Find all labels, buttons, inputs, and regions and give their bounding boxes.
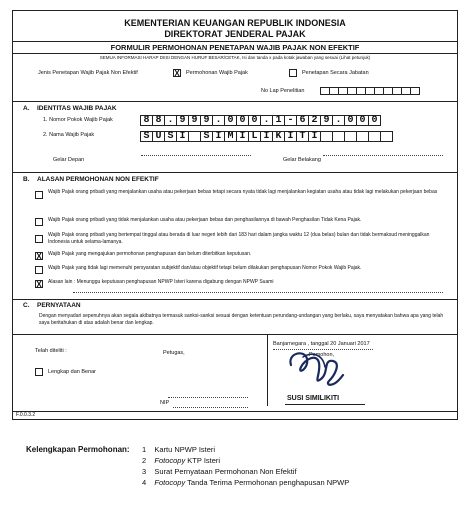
char-cell[interactable]: 8: [152, 115, 165, 126]
char-cell[interactable]: 0: [236, 115, 249, 126]
char-cell[interactable]: [380, 131, 393, 142]
applicant-name: SUSI SIMILIKITI: [287, 395, 340, 402]
char-cell[interactable]: S: [140, 131, 153, 142]
char-cell[interactable]: 0: [224, 115, 237, 126]
kelengkapan-item: [142, 457, 220, 465]
item-number: 1: [142, 445, 147, 454]
divider: [13, 41, 457, 42]
char-cell[interactable]: 0: [248, 115, 261, 126]
permohonan-checkbox[interactable]: X: [174, 69, 180, 78]
char-cell[interactable]: -: [284, 115, 297, 126]
alasan-lain-line: [73, 292, 443, 293]
kelengkapan-item: [142, 468, 297, 476]
item-text: Surat Pernyataan Permohonan Non Efektif: [154, 467, 297, 476]
form-code: F.0.0.3.2: [16, 412, 36, 418]
alasan-5-text: Wajib Pajak yang tidak lagi memenuhi persyaratan subjektif dan/atau objektif tetapi belum dilakukan penghapusan Nomor Pokok Wajib Pajak.: [48, 265, 362, 271]
alasan-1-checkbox[interactable]: [35, 191, 43, 199]
gelar-depan-label: Gelar Depan: [53, 157, 85, 163]
divider: [13, 334, 457, 335]
lengkap-label: Lengkap dan Benar: [48, 369, 97, 375]
kelengkapan-item: [142, 446, 215, 454]
divider: [13, 299, 457, 300]
char-cell[interactable]: M: [224, 131, 237, 142]
divider-vertical: [267, 334, 268, 406]
section-c-title: PERNYATAAN: [37, 302, 81, 309]
section-a-letter: A.: [23, 105, 30, 112]
lengkap-checkbox[interactable]: [35, 368, 43, 376]
item-number: 2: [142, 456, 147, 465]
char-cell[interactable]: 2: [308, 115, 321, 126]
instruction: SEMUA INFORMASI HARAP DIISI DENGAN HURUF BESAR/CETAK, Isi dan tanda x pada kotak jawaban yang sesuai (Lihat petunjuk): [99, 55, 371, 60]
ministry-title: KEMENTERIAN KEUANGAN REPUBLIK INDONESIA: [124, 18, 346, 28]
char-cell[interactable]: 9: [188, 115, 201, 126]
char-cell[interactable]: 0: [356, 115, 369, 126]
item-number: 4: [142, 478, 147, 487]
item-emphasis: Fotocopy: [154, 478, 186, 487]
divider: [13, 172, 457, 173]
char-cell[interactable]: 9: [200, 115, 213, 126]
alasan-6-checkbox[interactable]: X: [36, 280, 42, 289]
petugas-signature-line[interactable]: [168, 397, 248, 398]
form-title: FORMULIR PERMOHONAN PENETAPAN WAJIB PAJAK NON EFEKTIF: [110, 43, 360, 52]
kelengkapan-item: [142, 479, 349, 487]
char-cell[interactable]: .: [260, 115, 273, 126]
nip-label: NIP: [160, 400, 170, 406]
char-cell[interactable]: I: [176, 131, 189, 142]
divider: [13, 101, 457, 102]
kelengkapan-title: Kelengkapan Permohonan:: [26, 445, 130, 454]
char-cell[interactable]: S: [200, 131, 213, 142]
section-a-title: IDENTITAS WAJIB PAJAK: [37, 105, 117, 112]
section-b-title: ALASAN PERMOHONAN NON EFEKTIF: [37, 176, 159, 183]
npwp-label: 1. Nomor Pokok Wajib Pajak: [43, 117, 113, 123]
nama-cells[interactable]: [141, 131, 393, 142]
divider: [13, 53, 457, 54]
alasan-5-checkbox[interactable]: [35, 266, 43, 274]
nip-line[interactable]: [173, 407, 248, 408]
char-cell[interactable]: U: [152, 131, 165, 142]
item-text: Tanda Terima Permohonan penghapusan NPWP: [185, 478, 350, 487]
char-cell[interactable]: .: [164, 115, 177, 126]
tax-form: [12, 10, 458, 420]
item-text: Kartu NPWP Isteri: [154, 445, 216, 454]
nama-label: 2. Nama Wajib Pajak: [43, 132, 95, 138]
char-cell[interactable]: 9: [320, 115, 333, 126]
npwp-cells[interactable]: [141, 115, 381, 126]
char-cell[interactable]: K: [272, 131, 285, 142]
char-cell[interactable]: I: [260, 131, 273, 142]
alasan-6-text: Alasan lain : Menunggu keputusan penghapusan NPWP Isteri karena digabung dengan NPWP Suami: [48, 279, 274, 285]
item-number: 3: [142, 467, 147, 476]
char-cell[interactable]: .: [332, 115, 345, 126]
jenis-label: Jenis Penetapan Wajib Pajak Non Efektif: [38, 70, 138, 76]
applicant-signature: [283, 345, 353, 395]
char-cell[interactable]: I: [236, 131, 249, 142]
no-lap-label: No Lap Penelitian: [261, 88, 305, 94]
directorate-title: DIREKTORAT JENDERAL PAJAK: [164, 29, 306, 39]
alasan-1-text: Wajib Pajak orang pribadi yang menjalankan usaha atau pekerjaan bebas tetapi secara nyata tidak lagi menjalankan kegiatan usaha atau tidak lagi melakukan pekerjaan bebas: [48, 189, 438, 195]
char-cell[interactable]: T: [296, 131, 309, 142]
char-cell[interactable]: I: [212, 131, 225, 142]
char-cell[interactable]: L: [248, 131, 261, 142]
pemohon-label: Pemohon,: [309, 352, 335, 358]
alasan-4-text: Wajib Pajak yang mengajukan permohonan penghapusan dan belum diterbitkan keputusan.: [48, 251, 252, 257]
item-text: KTP Isteri: [185, 456, 221, 465]
divider: [13, 411, 457, 412]
alasan-3-checkbox[interactable]: [35, 235, 43, 243]
gelar-belakang-label: Gelar Belakang: [283, 157, 321, 163]
section-c-letter: C.: [23, 302, 30, 309]
section-b-letter: B.: [23, 176, 30, 183]
item-emphasis: Fotocopy: [154, 456, 186, 465]
gelar-belakang-line[interactable]: [323, 155, 443, 156]
alasan-2-text: Wajib Pajak orang pribadi yang tidak menjalankan usaha atau pekerjaan bebas dan penghasilannya di bawah Penghasilan Tidak Kena Pajak.: [48, 217, 362, 223]
char-cell[interactable]: 1: [272, 115, 285, 126]
pernyataan-text: Dengan menyadari sepenuhnya akan segala akibatnya termasuk sanksi-sanksi sesuai dengan ketentuan perundang-undangan yang berlaku, saya menyatakan bahwa apa yang telah saya beritahukan di atas adalah benar dan lengkap.: [39, 313, 444, 327]
alasan-4-checkbox[interactable]: X: [36, 252, 42, 261]
alasan-2-checkbox[interactable]: [35, 218, 43, 226]
jabatan-checkbox[interactable]: [289, 69, 297, 77]
char-cell[interactable]: S: [164, 131, 177, 142]
char-cell[interactable]: I: [284, 131, 297, 142]
char-cell[interactable]: 0: [344, 115, 357, 126]
char-cell[interactable]: .: [212, 115, 225, 126]
gelar-depan-line[interactable]: [141, 155, 251, 156]
char-cell[interactable]: 8: [140, 115, 153, 126]
place-date: Banjarnegara , tanggal 20 Januari 2017: [273, 341, 370, 347]
char-cell[interactable]: 9: [176, 115, 189, 126]
char-cell[interactable]: [410, 87, 420, 95]
char-cell[interactable]: 6: [296, 115, 309, 126]
petugas-label: Petugas,: [163, 350, 185, 356]
applicant-name-underline: [285, 404, 365, 405]
telah-diteliti-label: Telah diteliti :: [35, 348, 67, 354]
char-cell[interactable]: I: [308, 131, 321, 142]
char-cell[interactable]: 0: [368, 115, 381, 126]
jabatan-label: Penetapan Secara Jabatan: [302, 70, 369, 76]
permohonan-label: Permohonan Wajib Pajak: [186, 70, 248, 76]
alasan-3-text: Wajib Pajak orang pribadi yang bertempat tinggal atau berada di luar negeri lebih dari 183 hari dalam jangka waktu 12 (dua belas) bulan dan tidak bermaksud meninggalkan Indonesia untuk selama-lamanya.: [48, 232, 430, 246]
no-lap-cells[interactable]: [321, 87, 420, 95]
